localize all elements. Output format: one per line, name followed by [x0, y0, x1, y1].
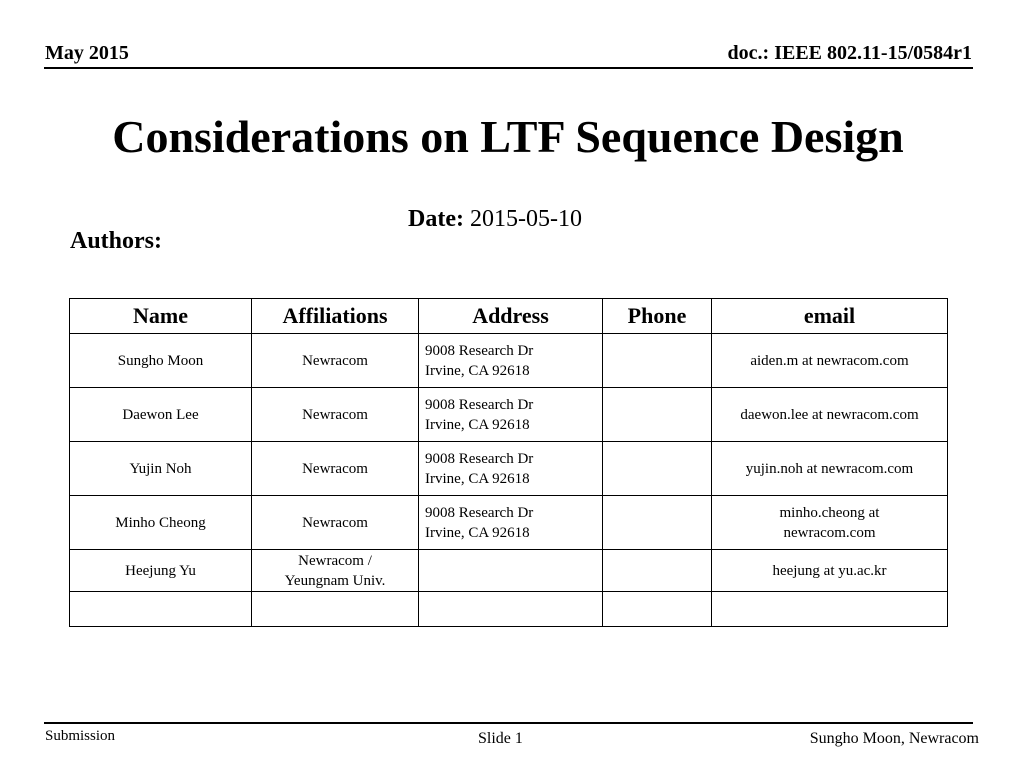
- address-line: 9008 Research Dr: [425, 342, 534, 359]
- affiliation-line: Newracom: [302, 352, 368, 369]
- author-email: [712, 496, 948, 550]
- author-name: Heejung Yu: [70, 550, 252, 592]
- author-affiliation: [252, 550, 419, 592]
- date-line: [408, 206, 582, 233]
- address-line: 9008 Research Dr: [425, 504, 534, 521]
- footer-author: Sungho Moon, Newracom: [809, 730, 979, 747]
- address-line: 9008 Research Dr: [425, 396, 534, 413]
- author-affiliation: [252, 388, 419, 442]
- author-address: [419, 442, 603, 496]
- author-phone: [603, 592, 712, 627]
- column-header-address: Address: [419, 299, 603, 334]
- column-header-phone: Phone: [603, 299, 712, 334]
- author-address: [419, 550, 603, 592]
- address-line: Irvine, CA 92618: [425, 416, 530, 433]
- slide-title: Considerations on LTF Sequence Design: [112, 111, 904, 162]
- email-line: aiden.m at newracom.com: [750, 352, 909, 369]
- author-address: [419, 496, 603, 550]
- affiliation-line: Yeungnam Univ.: [284, 572, 386, 589]
- author-phone: [603, 334, 712, 388]
- author-affiliation: [252, 334, 419, 388]
- header-date: May 2015: [45, 42, 129, 64]
- author-affiliation: [252, 592, 419, 627]
- table-row: [70, 388, 948, 442]
- author-address: [419, 334, 603, 388]
- author-affiliation: [252, 496, 419, 550]
- date-value: 2015-05-10: [463, 206, 582, 232]
- author-email: [712, 388, 948, 442]
- table-row: [70, 442, 948, 496]
- footer-slide-number: Slide 1: [478, 730, 523, 747]
- header-divider: [44, 67, 973, 69]
- author-phone: [603, 550, 712, 592]
- author-phone: [603, 496, 712, 550]
- address-line: Irvine, CA 92618: [425, 362, 530, 379]
- header-doc-id: doc.: IEEE 802.11-15/0584r1: [727, 42, 972, 64]
- author-name: Yujin Noh: [70, 442, 252, 496]
- email-line: newracom.com: [783, 524, 876, 541]
- email-line: yujin.noh at newracom.com: [745, 460, 914, 477]
- author-name: Daewon Lee: [70, 388, 252, 442]
- author-name: Minho Cheong: [70, 496, 252, 550]
- author-email: [712, 550, 948, 592]
- authors-table: [69, 298, 948, 627]
- column-header-name: Name: [70, 299, 252, 334]
- table-header-row: [70, 299, 948, 334]
- footer-submission: Submission: [45, 728, 116, 744]
- date-label: Date:: [408, 206, 464, 232]
- email-line: daewon.lee at newracom.com: [740, 406, 919, 423]
- email-line: heejung at yu.ac.kr: [772, 562, 887, 579]
- author-affiliation: [252, 442, 419, 496]
- email-line: minho.cheong at: [779, 504, 880, 521]
- author-name: Sungho Moon: [70, 334, 252, 388]
- affiliation-line: Newracom: [302, 514, 368, 531]
- authors-label: Authors:: [70, 228, 163, 254]
- author-address: [419, 388, 603, 442]
- affiliation-line: Newracom: [302, 406, 368, 423]
- author-name: [70, 592, 252, 627]
- author-address: [419, 592, 603, 627]
- table-row: [70, 334, 948, 388]
- author-phone: [603, 442, 712, 496]
- affiliation-line: Newracom /: [298, 552, 372, 569]
- author-phone: [603, 388, 712, 442]
- table-row-empty: [70, 592, 948, 627]
- table-row: [70, 496, 948, 550]
- address-line: Irvine, CA 92618: [425, 470, 530, 487]
- author-email: [712, 334, 948, 388]
- affiliation-line: Newracom: [302, 460, 368, 477]
- address-line: Irvine, CA 92618: [425, 524, 530, 541]
- column-header-email: email: [712, 299, 948, 334]
- address-line: 9008 Research Dr: [425, 450, 534, 467]
- table-row: [70, 550, 948, 592]
- author-email: [712, 442, 948, 496]
- column-header-affiliations: Affiliations: [252, 299, 419, 334]
- footer-divider: [44, 722, 973, 724]
- author-email: [712, 592, 948, 627]
